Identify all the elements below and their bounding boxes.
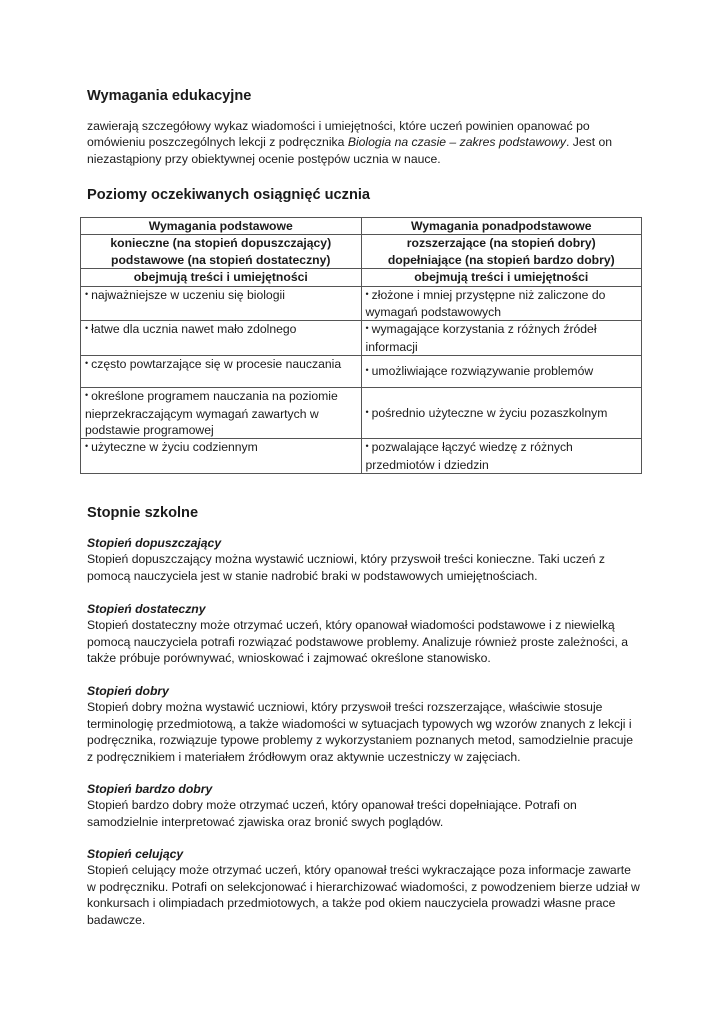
table-cell-right <box>361 356 642 388</box>
intro-paragraph <box>87 118 641 167</box>
intro-text-after: . Jest on niezastąpiony przy obiektywnej ocenie postępów ucznia w nauce. <box>87 135 613 166</box>
grade-description: Stopień dobry można wystawić uczniowi, który przyswoił treści rozszerzające, właściwie stosuje terminologię przedmiotową, a także wiadomości w sytuacjach typowych wg wzorów znanych z lekcji i podręcznika, rozwiązuje typowe problemy z wykorzystaniem poznanych metod, samodzielnie pracuje z podręcznikiem i materiałem źródłowym oraz aktywnie uczestniczy w zajęciach. <box>87 700 633 764</box>
table-cell-right <box>361 286 642 321</box>
col1-subheader <box>81 235 362 269</box>
col2-subheader <box>361 235 642 269</box>
table-cell-left <box>81 388 362 439</box>
grade-section-excellent <box>87 846 641 928</box>
grade-title: Stopień celujący <box>87 847 184 861</box>
table-cell-left <box>81 439 362 474</box>
heading-achievement-levels: Poziomy oczekiwanych osiągnięć ucznia <box>87 187 371 203</box>
grade-section-sufficient <box>87 535 641 584</box>
book-title: Biologia na czasie – zakres podstawowy <box>347 135 566 150</box>
requirements-table <box>80 217 642 474</box>
bullet-item: • wymagające korzystania z różnych źródeł informacji <box>366 322 597 353</box>
bullet-item: • często powtarzające się w procesie nauczania <box>85 357 341 371</box>
intro-text-before: zawierają szczegółowy wykaz wiadomości i umiejętności, które uczeń powinien opanować po omówieniu poszczególnych lekcji z podręcznika <box>87 119 590 150</box>
table-row <box>81 388 642 439</box>
table-subheader-row <box>81 235 642 269</box>
grade-description: Stopień celujący może otrzymać uczeń, który opanował treści wykraczające poza informacje zawarte w podręczniku. Potrafi on selekcjonować i hierarchizować wiadomości, z powodzeniem bierze udział w konkursach i olimpiadach przedmiotowych, a także pod okiem nauczyciela prowadzi własne prace badawcze. <box>87 863 640 927</box>
table-cell-left <box>81 286 362 321</box>
col1-header: Wymagania podstawowe <box>81 218 362 235</box>
col1-scope: obejmują treści i umiejętności <box>81 269 362 286</box>
table-cell-left <box>81 321 362 356</box>
table-cell-right <box>361 439 642 474</box>
col2-scope: obejmują treści i umiejętności <box>361 269 642 286</box>
col1-sub1: konieczne (na stopień dopuszczający) <box>110 236 332 251</box>
bullet-item: • najważniejsze w uczeniu się biologii <box>85 288 285 302</box>
bullet-item: • łatwe dla ucznia nawet mało zdolnego <box>85 322 296 336</box>
table-cell-left <box>81 356 362 388</box>
table-scope-row <box>81 269 642 286</box>
grade-description: Stopień dostateczny może otrzymać uczeń, który opanował wiadomości podstawowe i z niewielką pomocą nauczyciela potrafi rozwiązać podstawowe problemy. Analizuje również proste zależności, a także próbuje porównywać, wnioskować i zajmować określone stanowisko. <box>87 618 629 666</box>
grade-section-satisfactory <box>87 601 641 667</box>
grade-section-good <box>87 683 641 765</box>
table-row <box>81 439 642 474</box>
grade-title: Stopień bardzo dobry <box>87 782 213 796</box>
table-cell-right <box>361 321 642 356</box>
heading-educational-requirements: Wymagania edukacyjne <box>87 88 252 104</box>
grade-section-very-good <box>87 781 641 830</box>
grade-description: Stopień bardzo dobry może otrzymać uczeń, który opanował treści dopełniające. Potrafi on samodzielnie interpretować zjawiska oraz bronić swych poglądów. <box>87 798 577 829</box>
table-row <box>81 286 642 321</box>
bullet-item: • złożone i mniej przystępne niż zaliczone do wymagań podstawowych <box>366 288 606 319</box>
grade-title: Stopień dostateczny <box>87 602 206 616</box>
table-cell-right <box>361 388 642 439</box>
bullet-item: • pośrednio użyteczne w życiu pozaszkolnym <box>366 406 608 420</box>
col2-sub2: dopełniające (na stopień bardzo dobry) <box>387 252 615 267</box>
table-row <box>81 356 642 388</box>
col2-header: Wymagania ponadpodstawowe <box>361 218 642 235</box>
table-header-row <box>81 218 642 235</box>
bullet-item: • określone programem nauczania na poziomie nieprzekraczającym wymagań zawartych w podstawie programowej <box>85 389 338 437</box>
table-row <box>81 321 642 356</box>
col2-sub1: rozszerzające (na stopień dobry) <box>406 236 596 251</box>
bullet-item: • użyteczne w życiu codziennym <box>85 440 258 454</box>
grade-title: Stopień dobry <box>87 684 169 698</box>
heading-school-grades: Stopnie szkolne <box>87 505 199 521</box>
grade-description: Stopień dopuszczający można wystawić uczniowi, który przyswoił treści konieczne. Taki uczeń z pomocą nauczyciela jest w stanie nadrobić braki w podstawowych umiejętnościach. <box>87 552 605 583</box>
bullet-item: • pozwalające łączyć wiedzę z różnych przedmiotów i dziedzin <box>366 440 573 471</box>
bullet-item: • umożliwiające rozwiązywanie problemów <box>366 364 594 378</box>
col1-sub2: podstawowe (na stopień dostateczny) <box>111 252 331 267</box>
grade-title: Stopień dopuszczający <box>87 536 222 550</box>
